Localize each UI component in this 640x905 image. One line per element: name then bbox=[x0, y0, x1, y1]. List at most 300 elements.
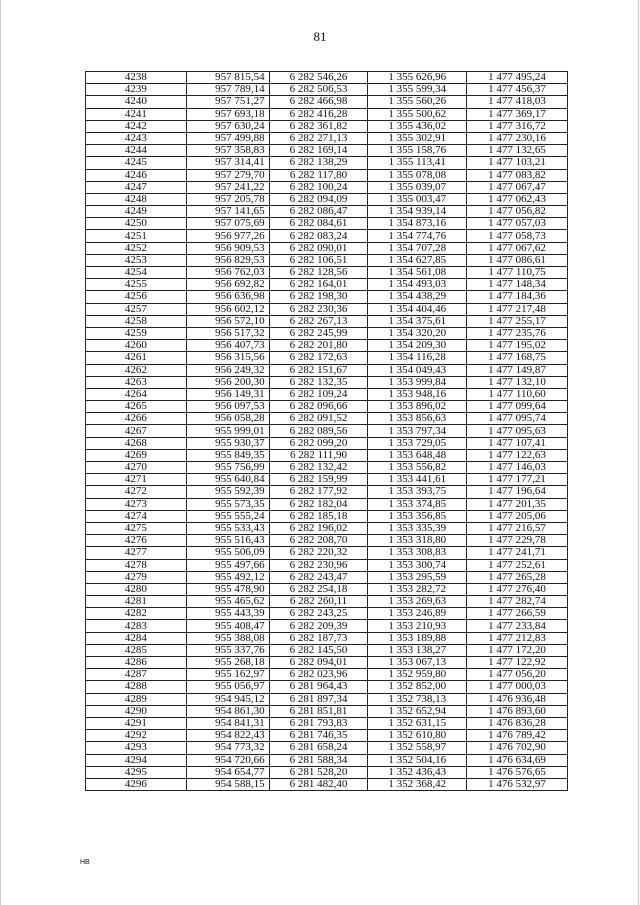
cell-point-number: 4247 bbox=[86, 181, 187, 193]
table-row bbox=[86, 218, 568, 230]
cell-y2-coordinate: 1 477 083,82 bbox=[467, 169, 568, 181]
table-row bbox=[86, 267, 568, 279]
cell-x-coordinate: 955 533,43 bbox=[186, 522, 269, 534]
cell-x2-coordinate: 1 354 320,20 bbox=[368, 327, 467, 339]
cell-point-number: 4242 bbox=[86, 120, 187, 132]
cell-y2-coordinate: 1 477 095,63 bbox=[467, 425, 568, 437]
cell-y-coordinate: 6 282 094,09 bbox=[269, 193, 368, 205]
cell-x2-coordinate: 1 353 282,72 bbox=[368, 583, 467, 595]
cell-point-number: 4260 bbox=[86, 340, 187, 352]
cell-y-coordinate: 6 282 187,73 bbox=[269, 632, 368, 644]
cell-x2-coordinate: 1 354 873,16 bbox=[368, 218, 467, 230]
cell-point-number: 4263 bbox=[86, 376, 187, 388]
cell-y-coordinate: 6 282 138,29 bbox=[269, 157, 368, 169]
cell-x-coordinate: 955 268,18 bbox=[186, 657, 269, 669]
cell-y-coordinate: 6 282 106,51 bbox=[269, 254, 368, 266]
table-row bbox=[86, 644, 568, 656]
cell-y-coordinate: 6 282 546,26 bbox=[269, 72, 368, 84]
table-row bbox=[86, 193, 568, 205]
cell-x2-coordinate: 1 353 067,13 bbox=[368, 657, 467, 669]
cell-x-coordinate: 957 241,22 bbox=[186, 181, 269, 193]
cell-y2-coordinate: 1 477 132,65 bbox=[467, 145, 568, 157]
cell-x-coordinate: 956 149,31 bbox=[186, 388, 269, 400]
cell-point-number: 4286 bbox=[86, 657, 187, 669]
table-row bbox=[86, 120, 568, 132]
cell-x2-coordinate: 1 352 652,94 bbox=[368, 705, 467, 717]
cell-x2-coordinate: 1 352 558,97 bbox=[368, 742, 467, 754]
table-row bbox=[86, 364, 568, 376]
cell-y-coordinate: 6 282 083,24 bbox=[269, 230, 368, 242]
cell-y2-coordinate: 1 476 576,65 bbox=[467, 766, 568, 778]
cell-x-coordinate: 954 720,66 bbox=[186, 754, 269, 766]
cell-y-coordinate: 6 281 851,81 bbox=[269, 705, 368, 717]
cell-x-coordinate: 955 388,08 bbox=[186, 632, 269, 644]
cell-y2-coordinate: 1 477 099,64 bbox=[467, 401, 568, 413]
cell-x2-coordinate: 1 352 631,15 bbox=[368, 717, 467, 729]
cell-point-number: 4251 bbox=[86, 230, 187, 242]
cell-x2-coordinate: 1 353 648,48 bbox=[368, 449, 467, 461]
cell-y-coordinate: 6 282 209,39 bbox=[269, 620, 368, 632]
cell-point-number: 4240 bbox=[86, 96, 187, 108]
cell-x-coordinate: 957 358,83 bbox=[186, 145, 269, 157]
table-row bbox=[86, 401, 568, 413]
cell-x-coordinate: 954 861,30 bbox=[186, 705, 269, 717]
cell-point-number: 4289 bbox=[86, 693, 187, 705]
cell-x-coordinate: 957 789,14 bbox=[186, 84, 269, 96]
cell-y2-coordinate: 1 477 122,63 bbox=[467, 449, 568, 461]
cell-x2-coordinate: 1 355 078,08 bbox=[368, 169, 467, 181]
cell-y2-coordinate: 1 477 056,20 bbox=[467, 669, 568, 681]
cell-point-number: 4280 bbox=[86, 583, 187, 595]
cell-y-coordinate: 6 282 128,56 bbox=[269, 267, 368, 279]
cell-y2-coordinate: 1 477 201,35 bbox=[467, 498, 568, 510]
table-row bbox=[86, 522, 568, 534]
cell-point-number: 4270 bbox=[86, 462, 187, 474]
cell-x-coordinate: 955 756,99 bbox=[186, 462, 269, 474]
cell-y2-coordinate: 1 477 205,06 bbox=[467, 510, 568, 522]
cell-x-coordinate: 955 492,12 bbox=[186, 571, 269, 583]
cell-y-coordinate: 6 282 245,99 bbox=[269, 327, 368, 339]
cell-x2-coordinate: 1 353 896,02 bbox=[368, 401, 467, 413]
cell-y2-coordinate: 1 477 148,34 bbox=[467, 279, 568, 291]
cell-x-coordinate: 957 751,27 bbox=[186, 96, 269, 108]
cell-x2-coordinate: 1 354 209,30 bbox=[368, 340, 467, 352]
cell-point-number: 4264 bbox=[86, 388, 187, 400]
cell-x2-coordinate: 1 352 368,42 bbox=[368, 778, 467, 790]
cell-y-coordinate: 6 282 090,01 bbox=[269, 242, 368, 254]
table-row bbox=[86, 608, 568, 620]
cell-x2-coordinate: 1 353 797,34 bbox=[368, 425, 467, 437]
cell-y-coordinate: 6 281 482,40 bbox=[269, 778, 368, 790]
cell-y-coordinate: 6 282 091,52 bbox=[269, 413, 368, 425]
table-row bbox=[86, 181, 568, 193]
cell-y2-coordinate: 1 477 196,64 bbox=[467, 486, 568, 498]
cell-x-coordinate: 957 205,78 bbox=[186, 193, 269, 205]
cell-x-coordinate: 956 692,82 bbox=[186, 279, 269, 291]
cell-y-coordinate: 6 282 230,36 bbox=[269, 303, 368, 315]
cell-point-number: 4288 bbox=[86, 681, 187, 693]
cell-y2-coordinate: 1 477 456,37 bbox=[467, 84, 568, 96]
cell-point-number: 4283 bbox=[86, 620, 187, 632]
cell-y-coordinate: 6 282 159,99 bbox=[269, 474, 368, 486]
cell-y2-coordinate: 1 476 836,28 bbox=[467, 717, 568, 729]
table-row bbox=[86, 96, 568, 108]
cell-x-coordinate: 955 478,90 bbox=[186, 583, 269, 595]
table-row bbox=[86, 681, 568, 693]
cell-y2-coordinate: 1 477 168,75 bbox=[467, 352, 568, 364]
cell-y2-coordinate: 1 477 000,03 bbox=[467, 681, 568, 693]
cell-x2-coordinate: 1 354 774,76 bbox=[368, 230, 467, 242]
cell-x2-coordinate: 1 353 246,89 bbox=[368, 608, 467, 620]
table-row bbox=[86, 510, 568, 522]
table-row bbox=[86, 376, 568, 388]
cell-y-coordinate: 6 281 897,34 bbox=[269, 693, 368, 705]
table-row bbox=[86, 254, 568, 266]
cell-point-number: 4253 bbox=[86, 254, 187, 266]
cell-y-coordinate: 6 282 109,24 bbox=[269, 388, 368, 400]
cell-x2-coordinate: 1 353 318,80 bbox=[368, 535, 467, 547]
cell-x2-coordinate: 1 353 189,88 bbox=[368, 632, 467, 644]
cell-y2-coordinate: 1 477 369,17 bbox=[467, 108, 568, 120]
cell-x2-coordinate: 1 354 939,14 bbox=[368, 206, 467, 218]
cell-x-coordinate: 956 762,03 bbox=[186, 267, 269, 279]
cell-x-coordinate: 956 602,12 bbox=[186, 303, 269, 315]
table-row bbox=[86, 535, 568, 547]
cell-point-number: 4245 bbox=[86, 157, 187, 169]
cell-point-number: 4267 bbox=[86, 425, 187, 437]
cell-x-coordinate: 955 516,43 bbox=[186, 535, 269, 547]
cell-point-number: 4266 bbox=[86, 413, 187, 425]
cell-x2-coordinate: 1 353 335,39 bbox=[368, 522, 467, 534]
coordinates-table bbox=[85, 71, 568, 791]
cell-point-number: 4259 bbox=[86, 327, 187, 339]
cell-x2-coordinate: 1 355 039,07 bbox=[368, 181, 467, 193]
cell-y-coordinate: 6 282 254,18 bbox=[269, 583, 368, 595]
cell-y-coordinate: 6 282 416,28 bbox=[269, 108, 368, 120]
cell-y2-coordinate: 1 477 067,62 bbox=[467, 242, 568, 254]
cell-x2-coordinate: 1 355 500,62 bbox=[368, 108, 467, 120]
cell-x-coordinate: 956 407,73 bbox=[186, 340, 269, 352]
cell-point-number: 4277 bbox=[86, 547, 187, 559]
cell-y-coordinate: 6 282 169,14 bbox=[269, 145, 368, 157]
cell-x-coordinate: 957 279,70 bbox=[186, 169, 269, 181]
table-row bbox=[86, 303, 568, 315]
cell-x2-coordinate: 1 355 113,41 bbox=[368, 157, 467, 169]
cell-point-number: 4279 bbox=[86, 571, 187, 583]
cell-y2-coordinate: 1 476 789,42 bbox=[467, 730, 568, 742]
cell-x2-coordinate: 1 353 856,63 bbox=[368, 413, 467, 425]
cell-x-coordinate: 955 465,62 bbox=[186, 596, 269, 608]
table-row bbox=[86, 327, 568, 339]
cell-x2-coordinate: 1 352 610,80 bbox=[368, 730, 467, 742]
cell-y-coordinate: 6 282 506,53 bbox=[269, 84, 368, 96]
cell-y-coordinate: 6 282 111,90 bbox=[269, 449, 368, 461]
table-row bbox=[86, 72, 568, 84]
cell-x2-coordinate: 1 353 374,85 bbox=[368, 498, 467, 510]
cell-y-coordinate: 6 282 267,13 bbox=[269, 315, 368, 327]
cell-x-coordinate: 955 497,66 bbox=[186, 559, 269, 571]
cell-point-number: 4287 bbox=[86, 669, 187, 681]
cell-y-coordinate: 6 282 220,32 bbox=[269, 547, 368, 559]
cell-y2-coordinate: 1 477 095,74 bbox=[467, 413, 568, 425]
cell-x2-coordinate: 1 355 599,34 bbox=[368, 84, 467, 96]
table-row bbox=[86, 669, 568, 681]
cell-y-coordinate: 6 282 271,13 bbox=[269, 132, 368, 144]
cell-x-coordinate: 955 999,01 bbox=[186, 425, 269, 437]
table-row bbox=[86, 754, 568, 766]
cell-point-number: 4248 bbox=[86, 193, 187, 205]
cell-point-number: 4292 bbox=[86, 730, 187, 742]
cell-x-coordinate: 956 517,32 bbox=[186, 327, 269, 339]
cell-y2-coordinate: 1 477 057,03 bbox=[467, 218, 568, 230]
table-row bbox=[86, 547, 568, 559]
table-row bbox=[86, 425, 568, 437]
cell-x-coordinate: 955 849,35 bbox=[186, 449, 269, 461]
cell-x2-coordinate: 1 353 269,63 bbox=[368, 596, 467, 608]
cell-x2-coordinate: 1 354 375,61 bbox=[368, 315, 467, 327]
cell-point-number: 4272 bbox=[86, 486, 187, 498]
cell-x-coordinate: 956 829,53 bbox=[186, 254, 269, 266]
cell-x-coordinate: 956 636,98 bbox=[186, 291, 269, 303]
cell-x-coordinate: 956 315,56 bbox=[186, 352, 269, 364]
cell-point-number: 4275 bbox=[86, 522, 187, 534]
cell-point-number: 4246 bbox=[86, 169, 187, 181]
cell-x2-coordinate: 1 352 504,16 bbox=[368, 754, 467, 766]
cell-y-coordinate: 6 282 164,01 bbox=[269, 279, 368, 291]
cell-y-coordinate: 6 281 746,35 bbox=[269, 730, 368, 742]
cell-x-coordinate: 955 640,84 bbox=[186, 474, 269, 486]
cell-y2-coordinate: 1 477 316,72 bbox=[467, 120, 568, 132]
cell-x2-coordinate: 1 353 138,27 bbox=[368, 644, 467, 656]
cell-y-coordinate: 6 282 089,56 bbox=[269, 425, 368, 437]
cell-x2-coordinate: 1 354 404,46 bbox=[368, 303, 467, 315]
cell-point-number: 4256 bbox=[86, 291, 187, 303]
cell-point-number: 4261 bbox=[86, 352, 187, 364]
cell-x-coordinate: 955 337,76 bbox=[186, 644, 269, 656]
cell-y2-coordinate: 1 477 241,71 bbox=[467, 547, 568, 559]
cell-x-coordinate: 956 909,53 bbox=[186, 242, 269, 254]
cell-y2-coordinate: 1 477 172,20 bbox=[467, 644, 568, 656]
coordinates-table-body bbox=[86, 72, 568, 791]
cell-x2-coordinate: 1 352 738,13 bbox=[368, 693, 467, 705]
scan-edge-left bbox=[0, 0, 1, 905]
cell-x2-coordinate: 1 355 436,02 bbox=[368, 120, 467, 132]
cell-y-coordinate: 6 281 588,34 bbox=[269, 754, 368, 766]
cell-point-number: 4258 bbox=[86, 315, 187, 327]
cell-x-coordinate: 957 314,41 bbox=[186, 157, 269, 169]
cell-y-coordinate: 6 282 230,96 bbox=[269, 559, 368, 571]
cell-y2-coordinate: 1 477 276,40 bbox=[467, 583, 568, 595]
cell-y2-coordinate: 1 477 149,87 bbox=[467, 364, 568, 376]
cell-x2-coordinate: 1 353 308,83 bbox=[368, 547, 467, 559]
cell-x-coordinate: 956 097,53 bbox=[186, 401, 269, 413]
cell-point-number: 4244 bbox=[86, 145, 187, 157]
cell-x-coordinate: 955 573,35 bbox=[186, 498, 269, 510]
cell-y-coordinate: 6 282 260,11 bbox=[269, 596, 368, 608]
cell-x-coordinate: 954 588,15 bbox=[186, 778, 269, 790]
cell-y2-coordinate: 1 477 177,21 bbox=[467, 474, 568, 486]
cell-y-coordinate: 6 282 243,25 bbox=[269, 608, 368, 620]
table-row bbox=[86, 596, 568, 608]
table-row bbox=[86, 498, 568, 510]
cell-x-coordinate: 956 200,30 bbox=[186, 376, 269, 388]
cell-y-coordinate: 6 282 196,02 bbox=[269, 522, 368, 534]
cell-y2-coordinate: 1 477 067,47 bbox=[467, 181, 568, 193]
cell-y-coordinate: 6 282 208,70 bbox=[269, 535, 368, 547]
cell-x2-coordinate: 1 353 356,85 bbox=[368, 510, 467, 522]
table-row bbox=[86, 632, 568, 644]
cell-point-number: 4269 bbox=[86, 449, 187, 461]
cell-point-number: 4276 bbox=[86, 535, 187, 547]
cell-y2-coordinate: 1 477 265,28 bbox=[467, 571, 568, 583]
cell-y2-coordinate: 1 477 216,57 bbox=[467, 522, 568, 534]
table-row bbox=[86, 132, 568, 144]
cell-y2-coordinate: 1 477 229,78 bbox=[467, 535, 568, 547]
cell-y-coordinate: 6 282 132,35 bbox=[269, 376, 368, 388]
cell-x2-coordinate: 1 353 729,05 bbox=[368, 437, 467, 449]
cell-x-coordinate: 957 815,54 bbox=[186, 72, 269, 84]
cell-point-number: 4290 bbox=[86, 705, 187, 717]
table-row bbox=[86, 206, 568, 218]
table-row bbox=[86, 766, 568, 778]
cell-y-coordinate: 6 282 151,67 bbox=[269, 364, 368, 376]
cell-y2-coordinate: 1 477 217,48 bbox=[467, 303, 568, 315]
cell-x-coordinate: 956 058,28 bbox=[186, 413, 269, 425]
cell-x-coordinate: 954 773,32 bbox=[186, 742, 269, 754]
cell-point-number: 4274 bbox=[86, 510, 187, 522]
cell-x2-coordinate: 1 353 999,84 bbox=[368, 376, 467, 388]
cell-y2-coordinate: 1 477 195,02 bbox=[467, 340, 568, 352]
table-row bbox=[86, 437, 568, 449]
cell-y-coordinate: 6 282 172,63 bbox=[269, 352, 368, 364]
cell-x-coordinate: 954 841,31 bbox=[186, 717, 269, 729]
cell-x-coordinate: 957 630,24 bbox=[186, 120, 269, 132]
table-row bbox=[86, 157, 568, 169]
cell-x2-coordinate: 1 355 003,47 bbox=[368, 193, 467, 205]
table-row bbox=[86, 84, 568, 96]
cell-y-coordinate: 6 281 964,43 bbox=[269, 681, 368, 693]
cell-y2-coordinate: 1 477 230,16 bbox=[467, 132, 568, 144]
cell-point-number: 4265 bbox=[86, 401, 187, 413]
table-row bbox=[86, 693, 568, 705]
table-row bbox=[86, 559, 568, 571]
cell-y-coordinate: 6 282 185,18 bbox=[269, 510, 368, 522]
cell-point-number: 4254 bbox=[86, 267, 187, 279]
cell-x2-coordinate: 1 354 561,08 bbox=[368, 267, 467, 279]
cell-point-number: 4268 bbox=[86, 437, 187, 449]
cell-point-number: 4255 bbox=[86, 279, 187, 291]
cell-y2-coordinate: 1 477 056,82 bbox=[467, 206, 568, 218]
table-row bbox=[86, 742, 568, 754]
cell-y2-coordinate: 1 477 235,76 bbox=[467, 327, 568, 339]
table-row bbox=[86, 340, 568, 352]
table-row bbox=[86, 449, 568, 461]
cell-y2-coordinate: 1 477 058,73 bbox=[467, 230, 568, 242]
cell-x-coordinate: 956 572,10 bbox=[186, 315, 269, 327]
cell-y2-coordinate: 1 477 495,24 bbox=[467, 72, 568, 84]
table-row bbox=[86, 620, 568, 632]
cell-point-number: 4241 bbox=[86, 108, 187, 120]
cell-y2-coordinate: 1 477 122,92 bbox=[467, 657, 568, 669]
table-row bbox=[86, 778, 568, 790]
cell-point-number: 4285 bbox=[86, 644, 187, 656]
cell-y-coordinate: 6 282 023,96 bbox=[269, 669, 368, 681]
cell-x2-coordinate: 1 353 556,82 bbox=[368, 462, 467, 474]
cell-x2-coordinate: 1 353 300,74 bbox=[368, 559, 467, 571]
cell-x-coordinate: 955 443,39 bbox=[186, 608, 269, 620]
cell-x2-coordinate: 1 354 049,43 bbox=[368, 364, 467, 376]
cell-x2-coordinate: 1 355 158,76 bbox=[368, 145, 467, 157]
cell-y-coordinate: 6 282 099,20 bbox=[269, 437, 368, 449]
scan-edge-right bbox=[638, 0, 639, 905]
cell-y-coordinate: 6 282 117,80 bbox=[269, 169, 368, 181]
cell-x2-coordinate: 1 354 438,29 bbox=[368, 291, 467, 303]
cell-y2-coordinate: 1 477 062,43 bbox=[467, 193, 568, 205]
cell-point-number: 4262 bbox=[86, 364, 187, 376]
cell-y2-coordinate: 1 477 266,59 bbox=[467, 608, 568, 620]
cell-y-coordinate: 6 281 793,83 bbox=[269, 717, 368, 729]
table-row bbox=[86, 230, 568, 242]
cell-x-coordinate: 957 141,65 bbox=[186, 206, 269, 218]
cell-y2-coordinate: 1 477 418,03 bbox=[467, 96, 568, 108]
cell-x2-coordinate: 1 352 852,00 bbox=[368, 681, 467, 693]
cell-x-coordinate: 954 654,77 bbox=[186, 766, 269, 778]
table-row bbox=[86, 705, 568, 717]
table-row bbox=[86, 730, 568, 742]
cell-point-number: 4250 bbox=[86, 218, 187, 230]
cell-y2-coordinate: 1 477 103,21 bbox=[467, 157, 568, 169]
cell-x-coordinate: 955 592,39 bbox=[186, 486, 269, 498]
table-row bbox=[86, 388, 568, 400]
cell-x-coordinate: 954 945,12 bbox=[186, 693, 269, 705]
cell-x2-coordinate: 1 352 959,80 bbox=[368, 669, 467, 681]
cell-x-coordinate: 956 249,32 bbox=[186, 364, 269, 376]
cell-point-number: 4249 bbox=[86, 206, 187, 218]
table-row bbox=[86, 583, 568, 595]
footer-mark: HB bbox=[80, 859, 90, 866]
cell-y2-coordinate: 1 477 132,10 bbox=[467, 376, 568, 388]
cell-x-coordinate: 956 977,26 bbox=[186, 230, 269, 242]
cell-x2-coordinate: 1 354 116,28 bbox=[368, 352, 467, 364]
cell-x-coordinate: 955 056,97 bbox=[186, 681, 269, 693]
cell-x2-coordinate: 1 353 948,16 bbox=[368, 388, 467, 400]
table-row bbox=[86, 657, 568, 669]
cell-y-coordinate: 6 282 182,04 bbox=[269, 498, 368, 510]
cell-y-coordinate: 6 282 466,98 bbox=[269, 96, 368, 108]
cell-y2-coordinate: 1 477 282,74 bbox=[467, 596, 568, 608]
table-row bbox=[86, 169, 568, 181]
cell-y-coordinate: 6 282 132,42 bbox=[269, 462, 368, 474]
page-number: 81 bbox=[313, 29, 327, 44]
cell-x-coordinate: 955 408,47 bbox=[186, 620, 269, 632]
cell-y2-coordinate: 1 476 893,60 bbox=[467, 705, 568, 717]
cell-point-number: 4296 bbox=[86, 778, 187, 790]
cell-point-number: 4294 bbox=[86, 754, 187, 766]
cell-y-coordinate: 6 282 094,01 bbox=[269, 657, 368, 669]
cell-y2-coordinate: 1 477 086,61 bbox=[467, 254, 568, 266]
cell-point-number: 4273 bbox=[86, 498, 187, 510]
cell-y2-coordinate: 1 476 634,69 bbox=[467, 754, 568, 766]
cell-y-coordinate: 6 281 658,24 bbox=[269, 742, 368, 754]
cell-x2-coordinate: 1 352 436,43 bbox=[368, 766, 467, 778]
cell-point-number: 4252 bbox=[86, 242, 187, 254]
cell-y2-coordinate: 1 476 702,90 bbox=[467, 742, 568, 754]
cell-x2-coordinate: 1 355 302,91 bbox=[368, 132, 467, 144]
cell-x2-coordinate: 1 353 295,59 bbox=[368, 571, 467, 583]
cell-x-coordinate: 955 506,09 bbox=[186, 547, 269, 559]
cell-y2-coordinate: 1 477 107,41 bbox=[467, 437, 568, 449]
cell-y-coordinate: 6 282 096,66 bbox=[269, 401, 368, 413]
